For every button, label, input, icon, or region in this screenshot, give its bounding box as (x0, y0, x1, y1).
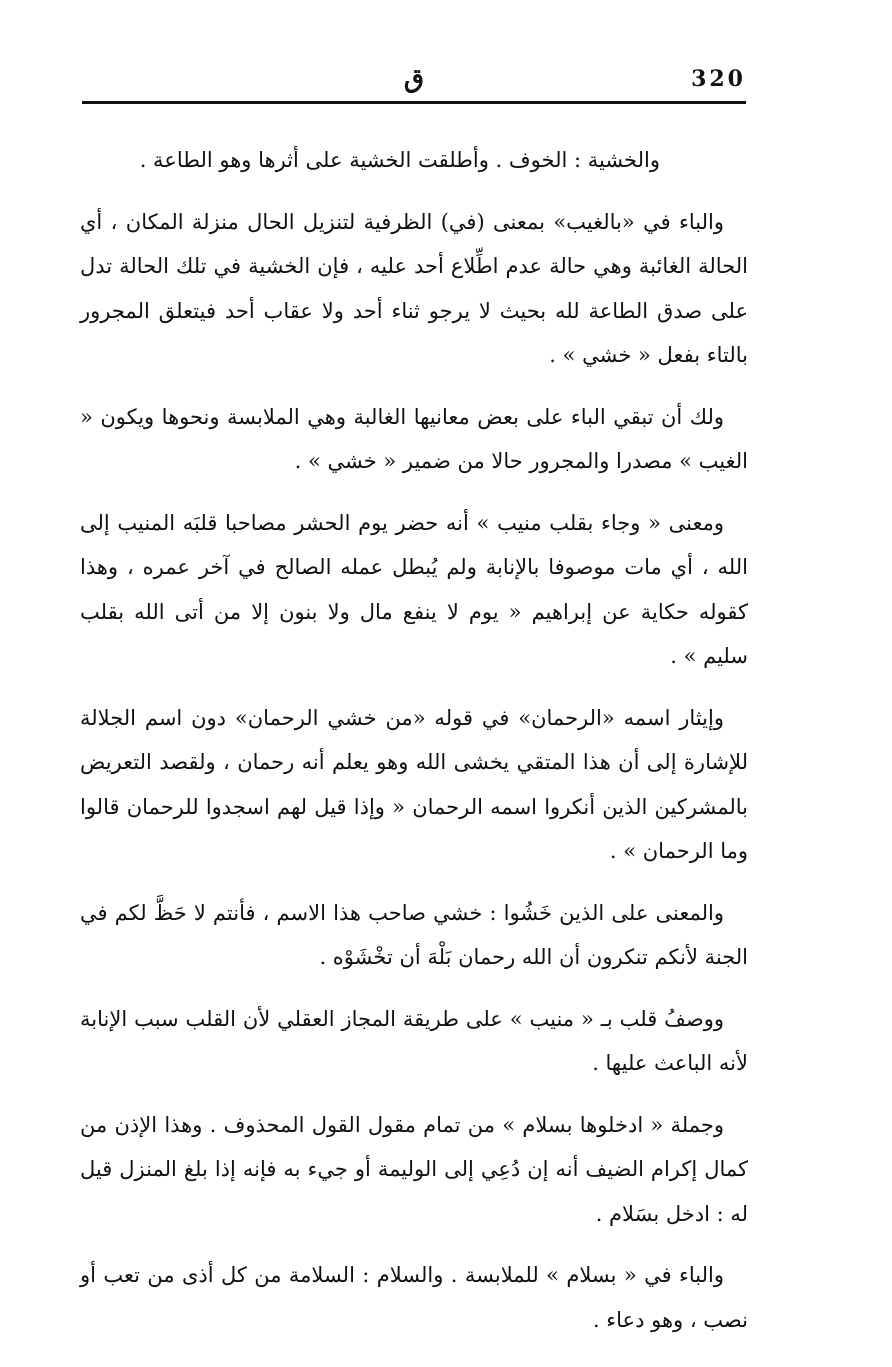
paragraph: ووصفُ قلب بـ « منيب » على طريقة المجاز العقلي لأن القلب سبب الإنابة لأنه الباعث عليها . (80, 1006, 748, 1075)
paragraph: ومعنى « وجاء بقلب منيب » أنه حضر يوم الحشر مصاحبا قلبَه المنيب إلى الله ، أي مات موصوفا بالإنابة ولم يُبطل عمله الصالح في آخر عمره ، وهذا كقوله حكاية عن إبراهيم « يوم لا ينفع مال ولا بنون إلا من أتى الله بقلب سليم » . (80, 510, 748, 668)
page-number: 320 (691, 66, 746, 92)
paragraph: والمعنى على الذين خَشُوا : خشي صاحب هذا الاسم ، فأنتم لا حَظَّ لكم في الجنة لأنكم تنكرون أن الله رحمان بَلْهَ أن تخْشَوْه . (80, 900, 748, 969)
paragraph: ولك أن تبقي الباء على بعض معانيها الغالبة وهي الملابسة ونحوها ويكون « الغيب » مصدرا والمجرور حالا من ضمير « خشي » . (80, 404, 748, 473)
running-head: ق (403, 64, 425, 94)
page-header (82, 58, 746, 102)
paragraph: وجملة « ادخلوها بسلام » من تمام مقول القول المحذوف . وهذا الإذن من كمال إكرام الضيف أنه إن دُعِي إلى الوليمة أو جيء به فإنه إذا بلغ المنزل قيل له : ادخل بسَلام . (80, 1112, 748, 1226)
paragraph: والباء في « بسلام » للملابسة . والسلام : السلامة من كل أذى من تعب أو نصب ، وهو دعاء . (80, 1263, 748, 1332)
paragraph: وإيثار اسمه «الرحمان» في قوله «من خشي الرحمان» دون اسم الجلالة للإشارة إلى أن هذا المتقي يخشى الله وهو يعلم أنه رحمان ، ولقصد التعريض بالمشركين الذين أنكروا اسمه الرحمان « وإذا قيل لهم اسجدوا للرحمان قالوا وما الرحمان » . (80, 705, 748, 863)
paragraph: والخشية : الخوف . وأطلقت الخشية على أثرها وهو الطاعة . (139, 148, 660, 172)
paragraph: والباء في «بالغيب» بمعنى (في) الظرفية لتنزيل الحال منزلة المكان ، أي الحالة الغائبة وهي حالة عدم اطِّلاع أحد عليه ، فإن الخشية في تلك الحالة تدل على صدق الطاعة لله بحيث لا يرجو ثناء أحد ولا عقاب أحد فيتعلق المجرور بالتاء بفعل « خشي » . (80, 209, 748, 367)
body-text (80, 138, 748, 1359)
header-rule (82, 101, 746, 104)
